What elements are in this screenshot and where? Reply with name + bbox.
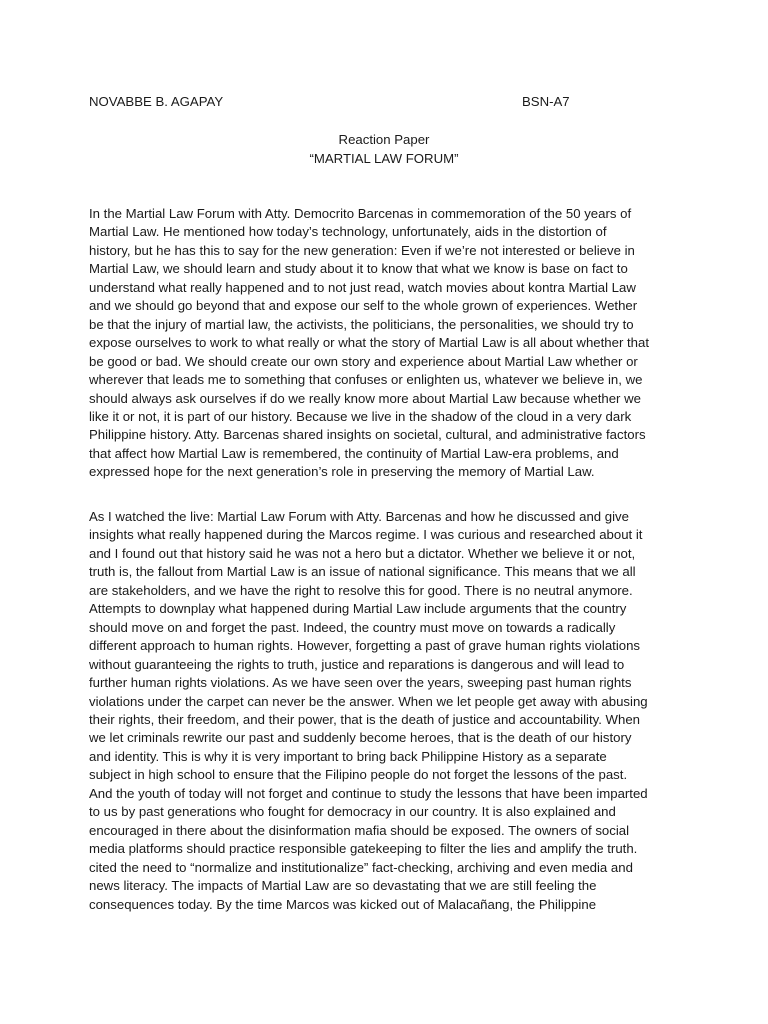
text-line: wherever that leads me to something that confuses or enlighten us, whatever we believe in, we [89,372,643,388]
section-code: BSN-A7 [522,94,570,109]
text-line: truth is, the fallout from Martial Law is an issue of national significance. This means that we all [89,564,636,580]
text-line: be that the injury of martial law, the activists, the politicians, the personalities, we should try to [89,316,634,332]
text-line: violations under the carpet can never be the answer. When we let people get away with abusing [89,693,648,709]
text-line: their rights, their freedom, and their power, that is the death of justice and accountability. When [89,711,641,727]
title-line-1: Reaction Paper [338,132,430,147]
paragraph-1 [89,205,689,482]
text-line: further human rights violations. As we have seen over the years, sweeping past human rights [89,675,632,691]
text-line: news literacy. The impacts of Martial Law are so devastating that we are still feeling the [89,878,597,894]
text-line: Martial Law, we should learn and study about it to know that what we know is base on fact to [89,261,628,277]
text-line: As I watched the live: Martial Law Forum with Atty. Barcenas and how he discussed and give [89,509,629,524]
text-line: without guaranteeing the rights to truth, justice and reparations is dangerous and will lead to [89,656,625,672]
paragraph-2 [89,508,689,914]
text-line: are stakeholders, and we have the right to resolve this for good. There is no neutral anymore. [89,582,633,598]
text-line: insights what really happened during the Marcos regime. I was curious and researched about it [89,527,643,543]
text-line: to us by past generations who fought for democracy in our country. It is also explained and [89,804,616,820]
text-line: Attempts to downplay what happened during Martial Law include arguments that the country [89,601,627,617]
text-line: we let criminals rewrite our past and suddenly become heroes, that is the death of our history [89,730,632,746]
document-header [89,92,679,112]
text-line: and identity. This is why it is very important to bring back Philippine History as a separate [89,748,607,764]
text-line: Philippine history. Atty. Barcenas shared insights on societal, cultural, and administrative factors [89,427,646,443]
author-name: NOVABBE B. AGAPAY [89,94,224,109]
text-line: In the Martial Law Forum with Atty. Democrito Barcenas in commemoration of the 50 years of [89,206,632,221]
text-line: Martial Law. He mentioned how today’s technology, unfortunately, aids in the distortion of [89,224,607,240]
text-line: that affect how Martial Law is remembered, the continuity of Martial Law-era problems, and [89,445,619,461]
text-line: and we should go beyond that and expose our self to the whole grown of experiences. Wether [89,298,638,314]
text-line: expressed hope for the next generation’s role in preserving the memory of Martial Law. [89,464,595,480]
text-line: understand what really happened and to not just read, watch movies about kontra Martial Law [89,279,636,295]
text-line: media platforms should practice responsible gatekeeping to filter the lies and amplify the truth. [89,841,638,857]
text-line: consequences today. By the time Marcos was kicked out of Malacañang, the Philippine [89,896,597,912]
text-line: subject in high school to ensure that the Filipino people do not forget the lessons of the past. [89,767,628,783]
title-line-2: “MARTIAL LAW FORUM” [309,151,459,166]
text-line: history, but he has this to say for the new generation: Even if we’re not interested or believe in [89,242,635,258]
text-line: cited the need to “normalize and institutionalize” fact-checking, archiving and even media and [89,859,633,875]
text-line: expose ourselves to work to what really or what the story of Martial Law is all about whether that [89,335,650,351]
text-line: encouraged in there about the disinformation mafia should be exposed. The owners of social [89,822,630,838]
text-line: and I found out that history said he was not a hero but a dictator. Whether we believe it or not, [89,545,636,561]
text-line: should always ask ourselves if do we really know more about Martial Law because whether we [89,390,641,406]
text-line: be good or bad. We should create our own story and experience about Martial Law whether or [89,353,638,369]
document-title [89,130,679,168]
text-line: different approach to human rights. However, forgetting a past of grave human rights violations [89,638,641,654]
text-line: like it or not, it is part of our history. Because we live in the shadow of the cloud in a very dark [89,408,632,424]
text-line: should move on and forget the past. Indeed, the country must move on towards a radically [89,619,616,635]
text-line: And the youth of today will not forget and continue to study the lessons that have been imparted [89,785,648,801]
